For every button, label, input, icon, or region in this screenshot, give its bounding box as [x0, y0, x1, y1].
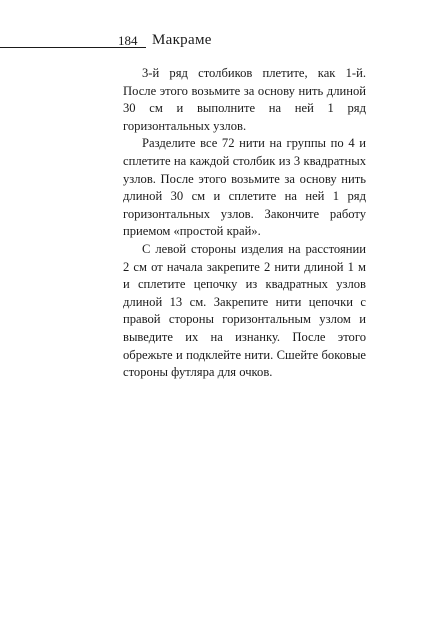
paragraph-2: Разделите все 72 нити на группы по 4 и сплетите на каждой столбик из 3 квадратных узлов. После этого возьмите за основу нить длиной 30 см и сплетите на ней 1 ряд горизонтальных узлов. Закончите работу приемом «простой край». [123, 136, 366, 239]
page-number: 184 [118, 33, 138, 48]
text-body [123, 65, 366, 382]
paragraph-3: С левой стороны изделия на расстоянии 2 см от начала закрепите 2 нити длиной 1 м и сплетите цепочку из квадратных узлов длиной 13 см. Закрепите нити цепочки с правой стороны горизонтальным узлом и выведите их на изнанку. После этого обрежьте и подклейте нити. Сшейте боковые стороны футляра для очков. [123, 241, 366, 380]
running-title: Макраме [152, 32, 212, 48]
paragraph-1: 3-й ряд столбиков плетите, как 1-й. После этого возьмите за основу нить длиной 30 см и выполните на ней 1 ряд горизонтальных узлов. [123, 66, 366, 133]
page-header [0, 32, 366, 52]
